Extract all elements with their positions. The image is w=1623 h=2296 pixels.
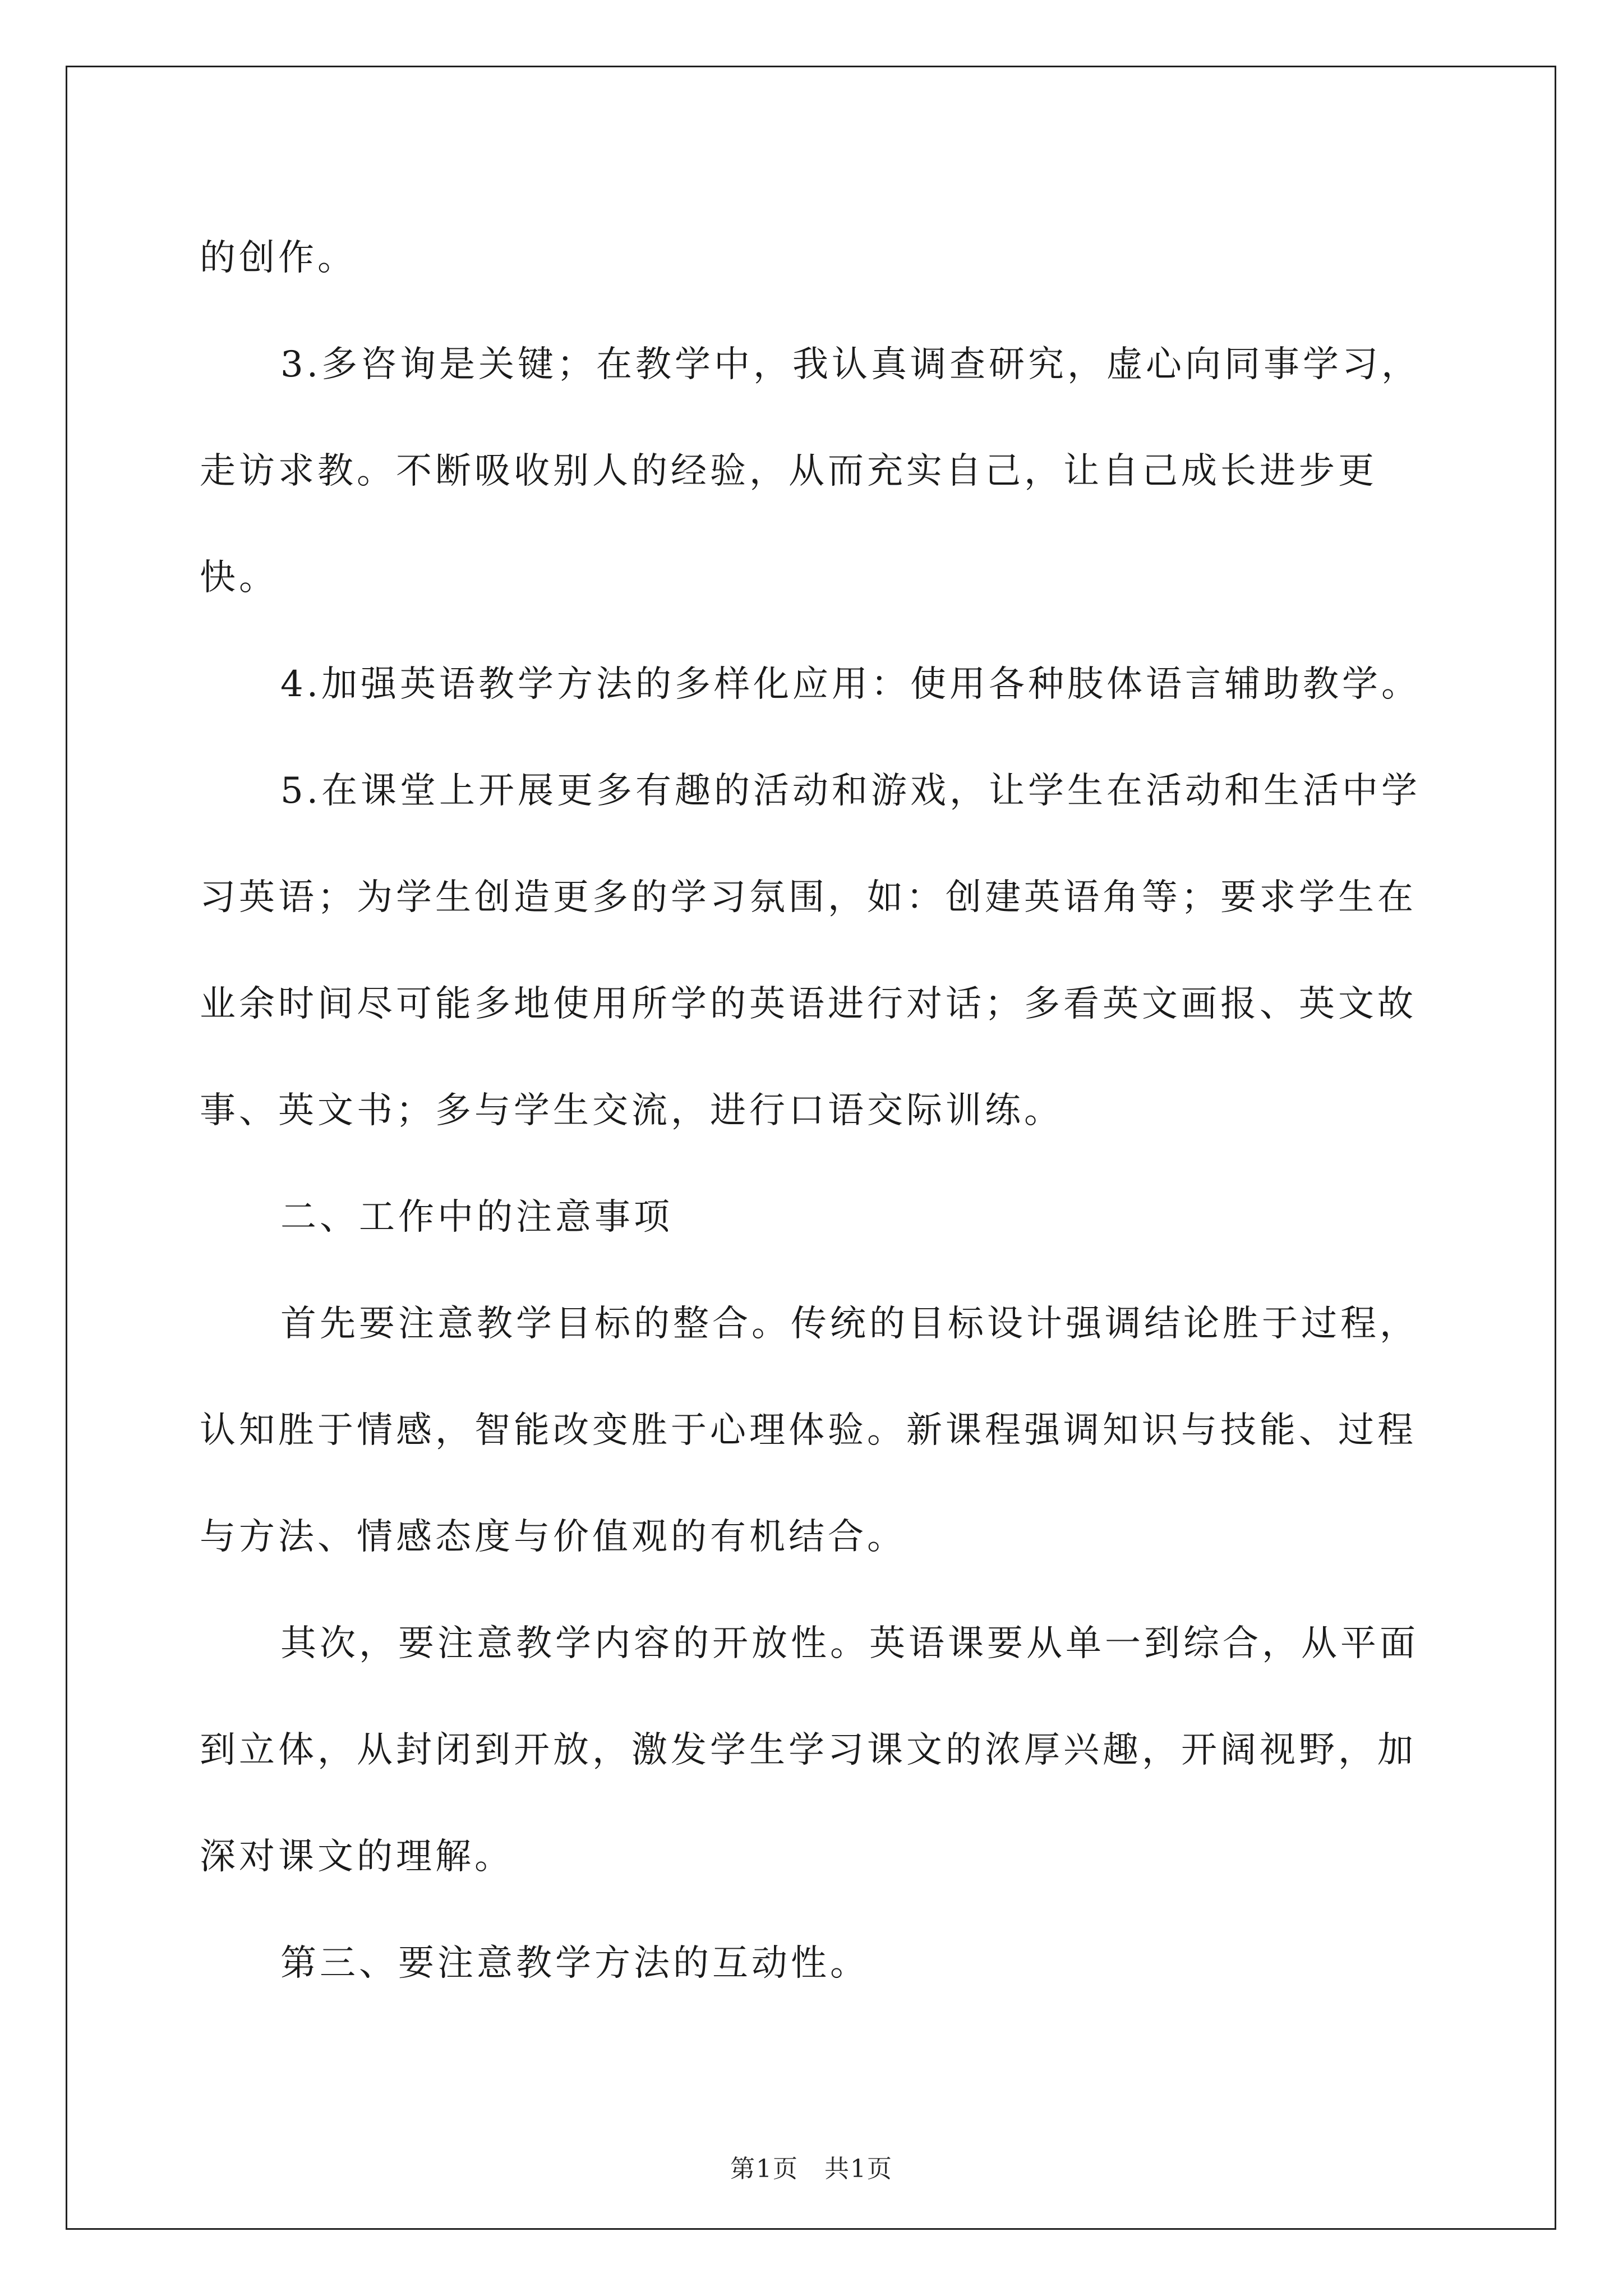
page-number-label: 第1页 共1页 — [730, 2155, 893, 2183]
paragraph-first: 首先要注意教学目标的整合。传统的目标设计强调结论胜于过程，认知胜于情感，智能改变胜于心理体验。新课程强调知识与技能、过程与方法、情感态度与价值观的有机结合。 — [200, 1303, 1419, 1558]
paragraph-second: 其次，要注意教学内容的开放性。英语课要从单一到综合，从平面到立体，从封闭到开放，激发学生学习课文的浓厚兴趣，开阔视野，加深对课文的理解。 — [200, 1623, 1419, 1878]
paragraph-continuation: 的创作。 — [200, 237, 357, 279]
page-footer — [0, 2148, 1623, 2184]
document-body — [200, 205, 1433, 2017]
paragraph-third: 第三、要注意教学方法的互动性。 — [280, 1943, 869, 1984]
paragraph-item-3: 3.多咨询是关键；在教学中，我认真调查研究，虚心向同事学习，走访求教。不断吸收别人的经验，从而充实自己，让自己成长进步更快。 — [200, 344, 1421, 599]
paragraph-item-5: 5.在课堂上开展更多有趣的活动和游戏，让学生在活动和生活中学习英语；为学生创造更多的学习氛围，如：创建英语角等；要求学生在业余时间尽可能多地使用所学的英语进行对话；多看英文画报、英文故事、英文书；多与学生交流，进行口语交际训练。 — [200, 770, 1421, 1131]
section-heading: 二、工作中的注意事项 — [280, 1197, 673, 1238]
paragraph-item-4: 4.加强英语教学方法的多样化应用：使用各种肢体语言辅助教学。 — [280, 664, 1421, 705]
